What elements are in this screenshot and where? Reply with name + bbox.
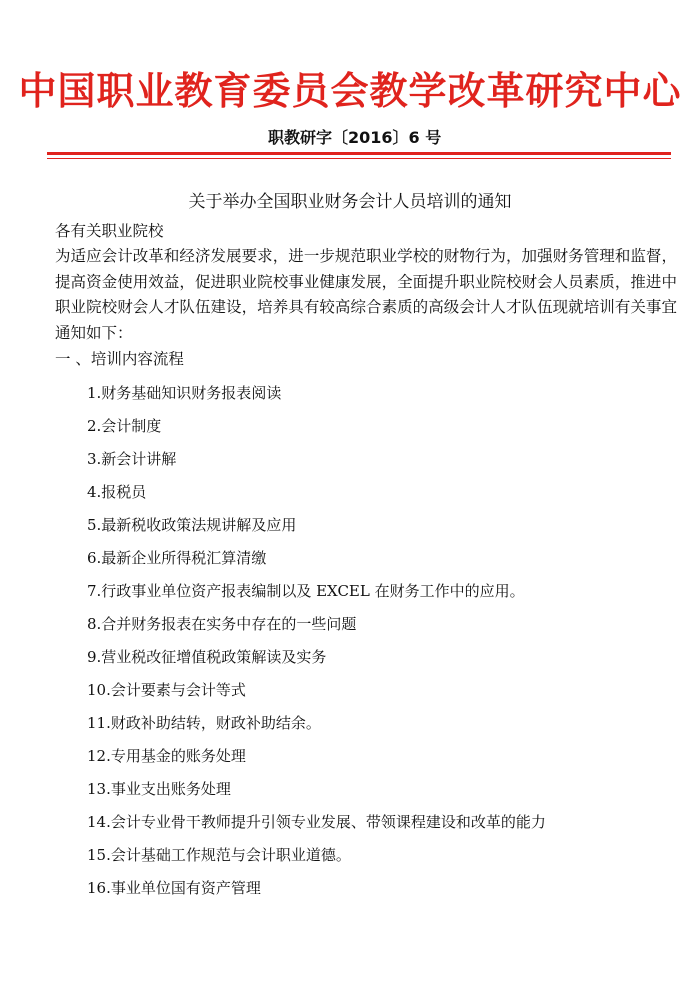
list-item: 16.事业单位国有资产管理 [87,879,261,897]
list-item: 15.会计基础工作规范与会计职业道德。 [87,846,351,864]
list-item: 2.会计制度 [87,417,162,435]
section-heading-training-content: 一 、培训内容流程 [55,350,184,368]
organization-title: 中国职业教育委员会教学改革研究中心 [18,69,682,113]
list-item: 12.专用基金的账务处理 [87,747,246,765]
list-item: 13.事业支出账务处理 [87,780,231,798]
document-number: 职教研字〔2016〕6 号 [268,128,442,147]
recipient-line: 各有关职业院校 [55,222,164,240]
notice-title: 关于举办全国职业财务会计人员培训的通知 [188,192,512,212]
list-item: 8.合并财务报表在实务中存在的一些问题 [87,615,357,633]
red-header-rule-thin [47,158,671,159]
list-item: 4.报税员 [87,483,147,501]
list-item: 14.会计专业骨干教师提升引领专业发展、带领课程建设和改革的能力 [87,813,546,831]
red-header-rule-thick [47,152,671,155]
training-content-list [87,380,546,908]
list-item: 7.行政事业单位资产报表编制以及 EXCEL 在财务工作中的应用。 [87,582,525,600]
list-item: 6.最新企业所得税汇算清缴 [87,549,267,567]
list-item: 10.会计要素与会计等式 [87,681,246,699]
intro-paragraph: 为适应会计改革和经济发展要求，进一步规范职业学校的财物行为，加强财务管理和监督，提高资金使用效益，促进职业院校事业健康发展，全面提升职业院校财会人员素质，推进中职业院校财会人才队伍建设，培养具有较高综合素质的高级会计人才队伍现就培训有关事宜通知如下： [55,247,677,342]
list-item: 3.新会计讲解 [87,450,177,468]
list-item: 9.营业税改征增值税政策解读及实务 [87,648,327,666]
list-item: 1.财务基础知识财务报表阅读 [87,384,282,402]
list-item: 5.最新税收政策法规讲解及应用 [87,516,297,534]
list-item: 11.财政补助结转，财政补助结余。 [87,714,321,732]
